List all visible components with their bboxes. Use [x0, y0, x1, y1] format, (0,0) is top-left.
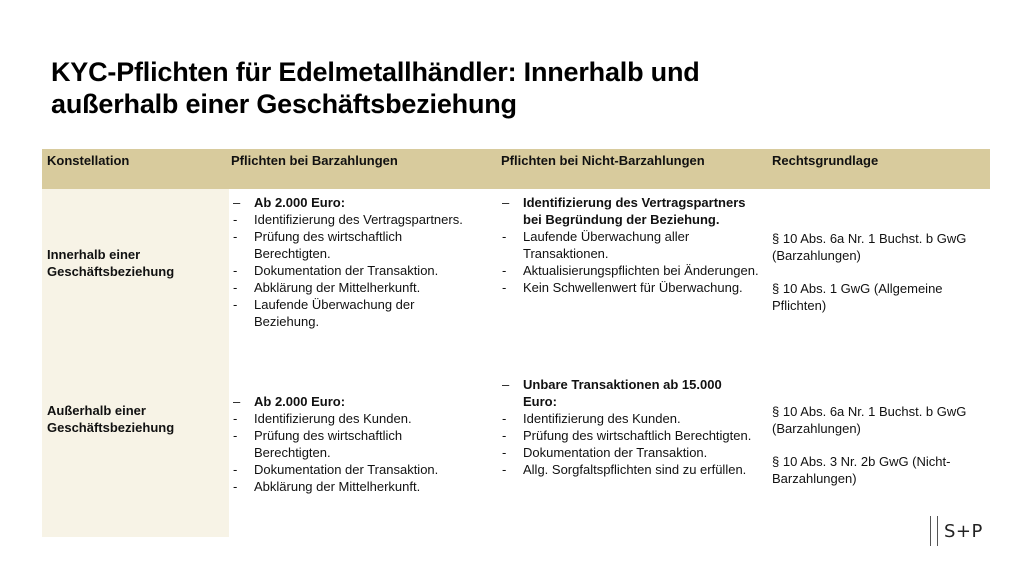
list-item: – Unbare Transaktionen ab 15.000 Euro: — [501, 376, 756, 410]
list-item: – Identifizierung des Vertragspartners bei Begründung der Beziehung. — [501, 194, 766, 228]
legal-reference: § 10 Abs. 3 Nr. 2b GwG (Nicht-Barzahlungen) — [772, 454, 951, 486]
bar-duties-list — [232, 194, 472, 330]
row-label-innerhalb — [47, 246, 222, 280]
legal-basis — [772, 403, 987, 503]
row-label-line: Geschäftsbeziehung — [47, 264, 175, 279]
logo-text: S+P — [944, 520, 983, 542]
list-item: – Ab 2.000 Euro: — [232, 194, 472, 211]
row-label-line: Geschäftsbeziehung — [47, 420, 175, 435]
nonbar-duties-list — [501, 194, 766, 296]
header-nicht-barzahlungen: Pflichten bei Nicht-Barzahlungen — [501, 153, 705, 168]
list-item: - Identifizierung des Kunden. — [501, 410, 756, 427]
slide-title — [51, 56, 951, 120]
list-item: - Prüfung des wirtschaftlich Berechtigten. — [232, 427, 472, 461]
list-item: - Identifizierung des Vertragspartners. — [232, 211, 472, 228]
list-item: - Laufende Überwachung aller Transaktionen. — [501, 228, 766, 262]
nonbar-duties-list — [501, 376, 756, 478]
header-konstellation: Konstellation — [47, 153, 130, 168]
header-rechtsgrundlage: Rechtsgrundlage — [772, 153, 879, 168]
list-item: - Dokumentation der Transaktion. — [501, 444, 756, 461]
legal-reference: § 10 Abs. 6a Nr. 1 Buchst. b GwG (Barzahlungen) — [772, 231, 967, 263]
header-barzahlungen: Pflichten bei Barzahlungen — [231, 153, 398, 168]
list-item: - Abklärung der Mittelherkunft. — [232, 279, 472, 296]
list-item: - Kein Schwellenwert für Überwachung. — [501, 279, 766, 296]
logo-bars-icon — [930, 516, 938, 546]
table-header-row — [42, 149, 990, 189]
row-label-ausserhalb — [47, 402, 222, 436]
row-label-line: Außerhalb einer — [47, 403, 146, 418]
list-item: - Prüfung des wirtschaftlich Berechtigten. — [501, 427, 756, 444]
list-item: - Identifizierung des Kunden. — [232, 410, 472, 427]
slide-title-line1: KYC-Pflichten für Edelmetallhändler: Innerhalb und — [51, 57, 700, 87]
list-item: – Ab 2.000 Euro: — [232, 393, 472, 410]
legal-basis — [772, 230, 987, 330]
list-item: - Laufende Überwachung der Beziehung. — [232, 296, 472, 330]
list-item: - Aktualisierungspflichten bei Änderungen. — [501, 262, 766, 279]
row-label-line: Innerhalb einer — [47, 247, 141, 262]
list-item: - Prüfung des wirtschaftlich Berechtigten. — [232, 228, 472, 262]
legal-reference: § 10 Abs. 1 GwG (Allgemeine Pflichten) — [772, 281, 943, 313]
legal-reference: § 10 Abs. 6a Nr. 1 Buchst. b GwG (Barzahlungen) — [772, 404, 967, 436]
bar-duties-list — [232, 393, 472, 495]
slide-title-line2: außerhalb einer Geschäftsbeziehung — [51, 89, 517, 119]
label-column-background — [42, 189, 229, 537]
list-item: - Abklärung der Mittelherkunft. — [232, 478, 472, 495]
list-item: - Dokumentation der Transaktion. — [232, 461, 472, 478]
list-item: - Dokumentation der Transaktion. — [232, 262, 472, 279]
company-logo — [930, 516, 983, 546]
list-item: - Allg. Sorgfaltspflichten sind zu erfüllen. — [501, 461, 756, 478]
